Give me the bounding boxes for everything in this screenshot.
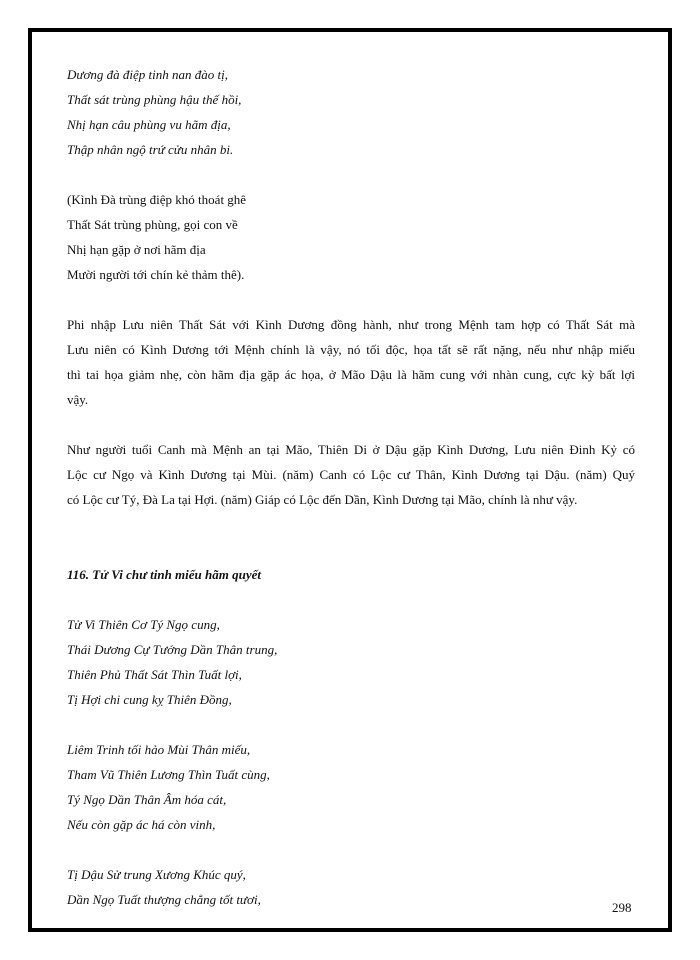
verse-line: Tử Vi Thiên Cơ Tý Ngọ cung,: [67, 617, 220, 632]
verse-line: Tý Ngọ Dần Thân Âm hóa cát,: [67, 792, 227, 807]
paragraph-1: [67, 312, 635, 412]
translation-line: Nhị hạn gặp ở nơi hãm địa: [67, 242, 206, 257]
verse-line: Liêm Trinh tối hảo Mùi Thân miếu,: [67, 742, 251, 757]
verse-line: Thất sát trùng phùng hậu thế hồi,: [67, 92, 242, 107]
paragraph-2: [67, 437, 635, 512]
paragraph-line: có Lộc cư Tý, Đà La tại Hợi. (năm) Giáp có Lộc đến Dần, Kình Dương tại Mão, chính là như vậy.: [67, 492, 578, 507]
paragraph-line: vậy.: [67, 392, 89, 407]
verse-2: [67, 612, 635, 712]
section-heading: 116. Tử Vi chư tinh miếu hãm quyết: [67, 567, 261, 582]
paragraph-line: Lộc cư Ngọ và Kình Dương tại Mùi. (năm) Canh có Lộc cư Thân, Kình Dương tại Dậu. (năm) Quý: [67, 467, 635, 482]
verse-3: [67, 737, 635, 837]
verse-1: [67, 62, 635, 162]
verse-line: Thiên Phủ Thất Sát Thìn Tuất lợi,: [67, 667, 242, 682]
verse-line: Nếu còn gặp ác há còn vinh,: [67, 817, 216, 832]
paragraph-line: Như người tuổi Canh mà Mệnh an tại Mão, Thiên Di ở Dậu gặp Kình Dương, Lưu niên Đinh Kỷ có: [67, 442, 635, 457]
translation-1: [67, 187, 635, 287]
verse-line: Nhị hạn câu phùng vu hãm địa,: [67, 117, 231, 132]
translation-line: (Kình Đà trùng điệp khó thoát ghê: [67, 192, 247, 207]
paragraph-line: thì tai họa giảm nhẹ, còn hãm địa gặp ác họa, ở Mão Dậu là hãm cung với nhàn cung, cực kỳ bất lợi: [67, 367, 635, 382]
verse-line: Tham Vũ Thiên Lương Thìn Tuất cùng,: [67, 767, 270, 782]
paragraph-line: Lưu niên có Kình Dương tới Mệnh chính là vậy, nó tối độc, họa tất sẽ rất nặng, nếu như nhập miếu: [67, 342, 635, 357]
verse-line: Thái Dương Cự Tướng Dần Thân trung,: [67, 642, 278, 657]
verse-line: Tị Dậu Sử trung Xương Khúc quý,: [67, 867, 246, 882]
verse-line: Dần Ngọ Tuất thượng chẳng tốt tươi,: [67, 892, 261, 907]
paragraph-line: Phi nhập Lưu niên Thất Sát với Kình Dương đồng hành, như trong Mệnh tam hợp có Thất Sát mà: [67, 317, 635, 332]
verse-line: Tị Hợi chi cung kỵ Thiên Đồng,: [67, 692, 232, 707]
translation-line: Mười người tới chín kẻ thảm thê).: [67, 267, 245, 282]
page-number: 298: [612, 900, 632, 915]
verse-line: Thập nhân ngộ trứ cửu nhân bi.: [67, 142, 234, 157]
translation-line: Thất Sát trùng phùng, gọi con về: [67, 217, 238, 232]
page-content: [67, 62, 635, 912]
verse-line: Dương đà điệp tinh nan đào tị,: [67, 67, 228, 82]
verse-4: [67, 862, 635, 912]
